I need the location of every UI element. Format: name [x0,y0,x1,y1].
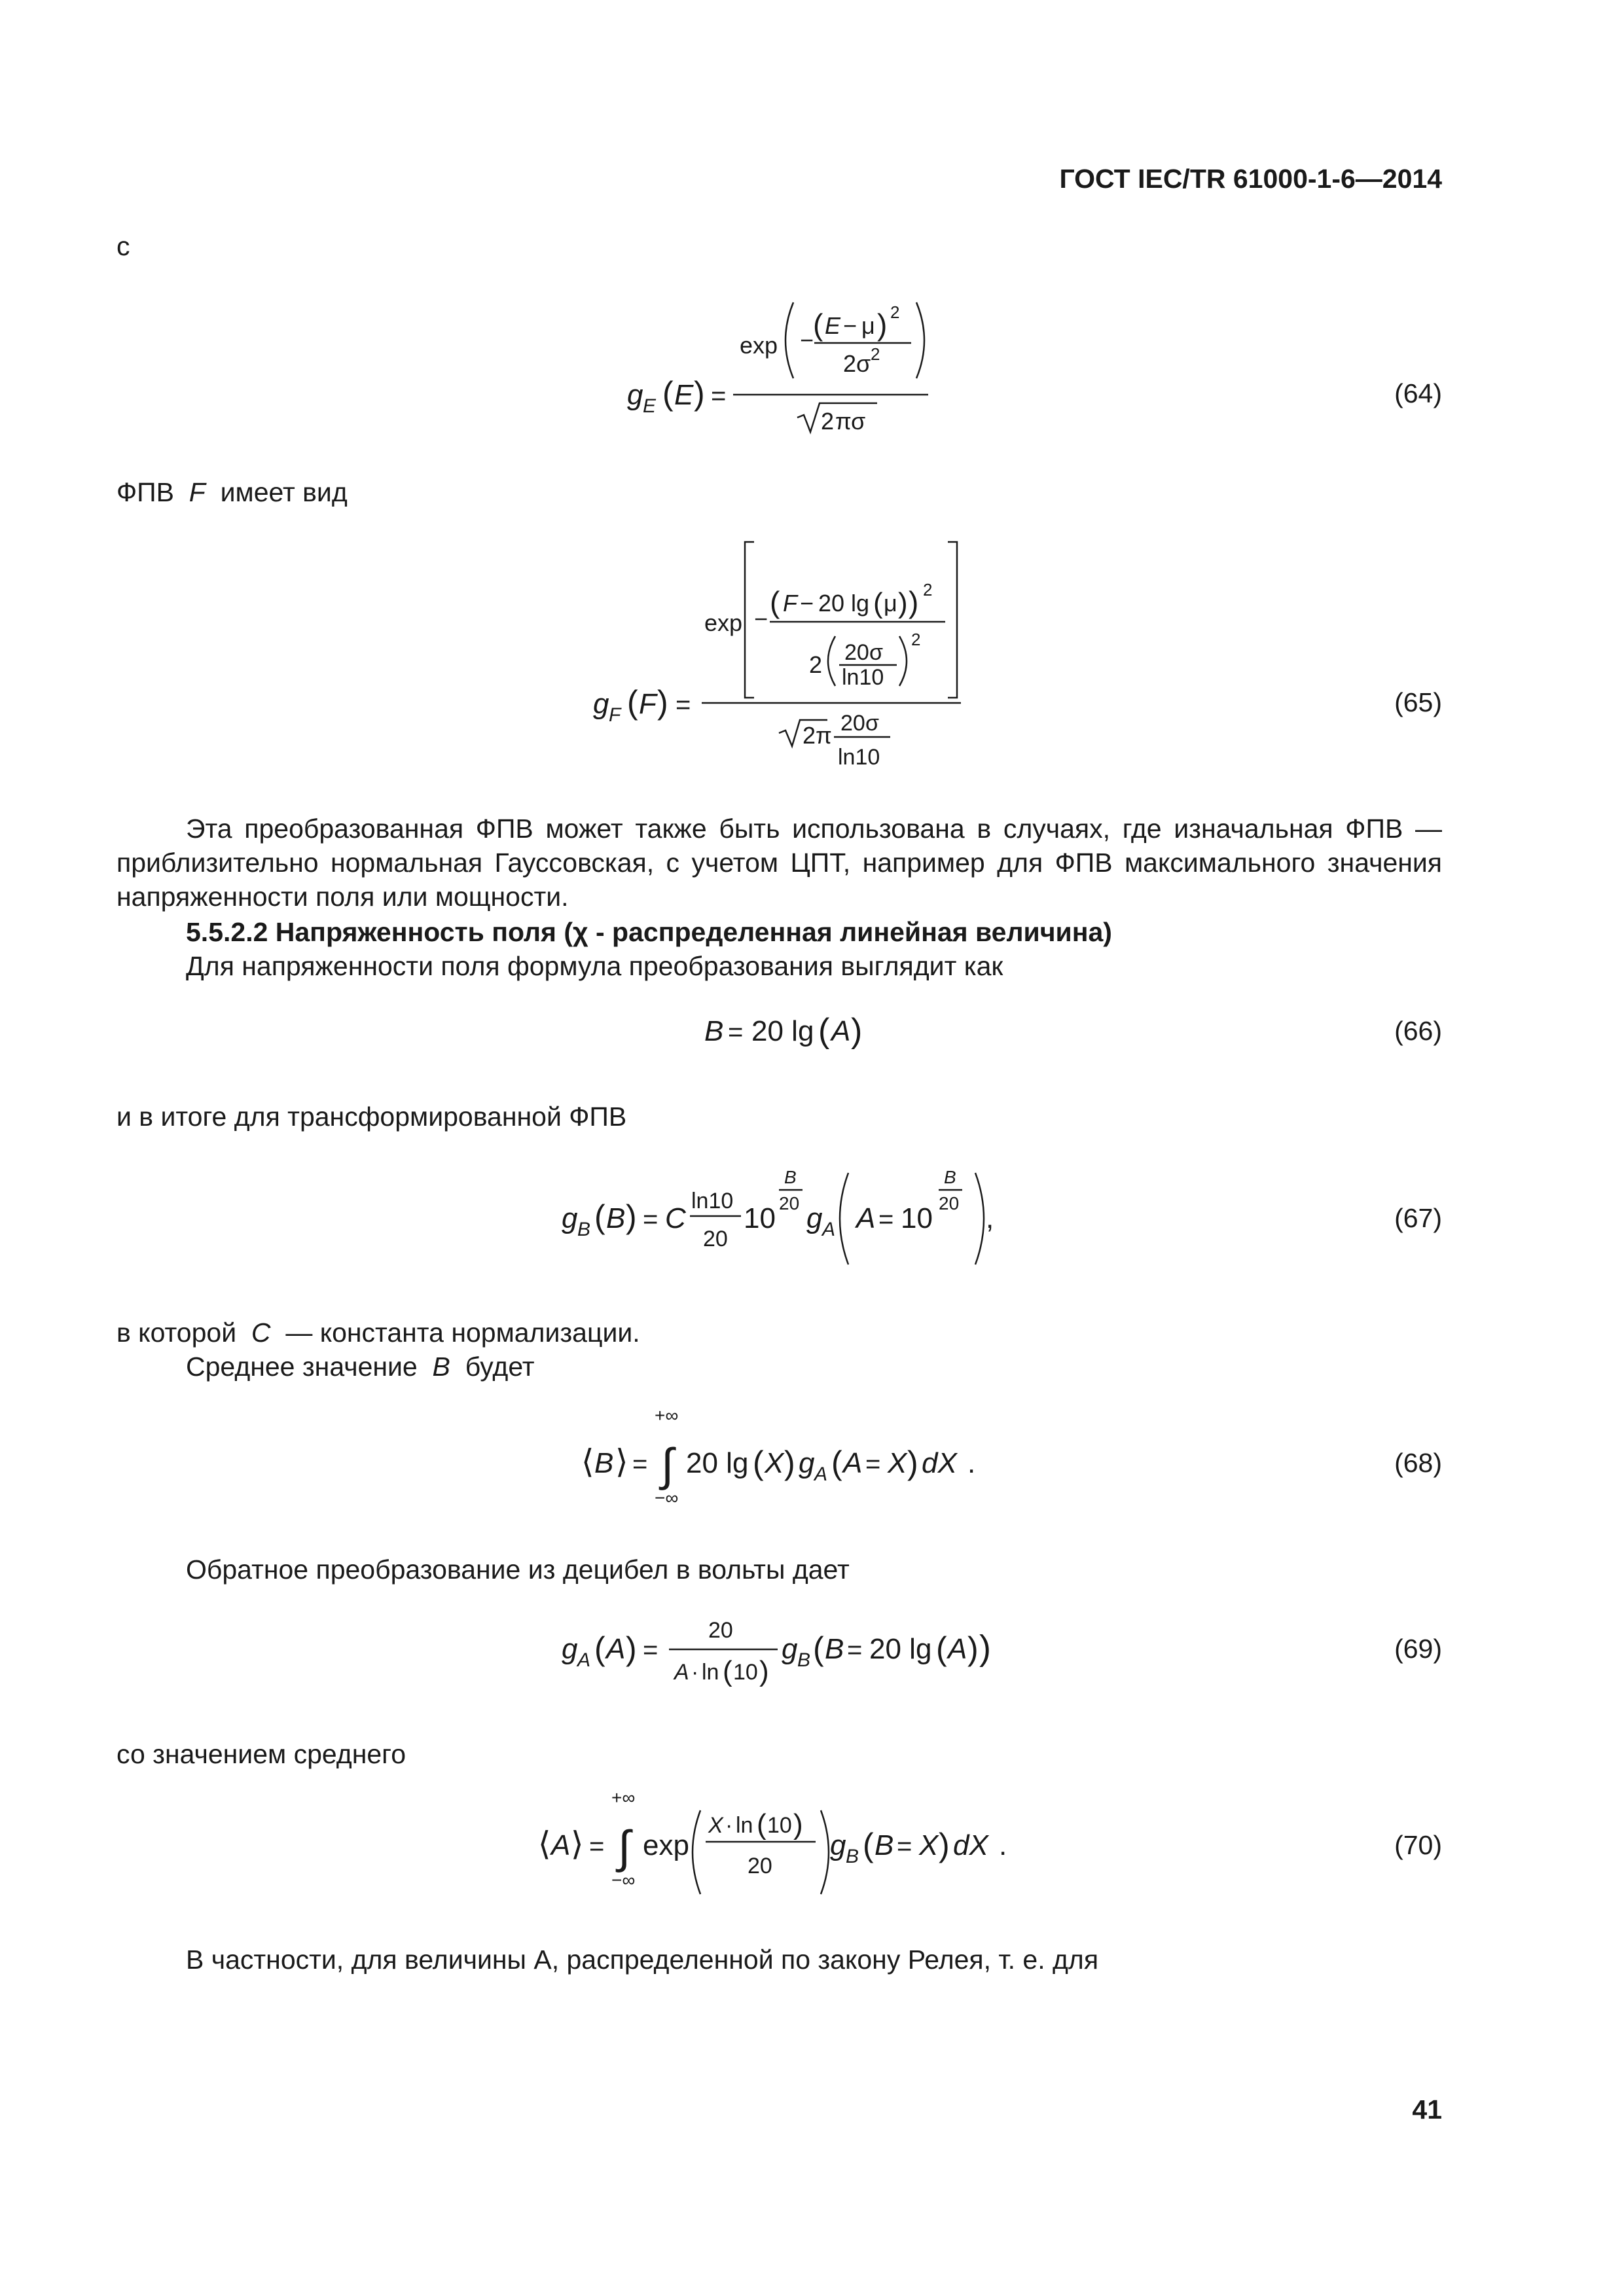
svg-text:(: ( [723,1655,732,1687]
svg-text:g: g [799,1447,815,1479]
svg-text:(: ( [936,1630,947,1667]
svg-text:(: ( [770,585,780,619]
svg-text:ln10: ln10 [691,1189,734,1213]
paragraph-2: Для напряженности поля формула преобразования выглядит как [186,951,1003,981]
svg-text:20: 20 [779,1193,800,1213]
svg-text:): ) [784,1444,795,1481]
paragraph-7: со значением среднего [117,1739,406,1769]
svg-text:=: = [643,1636,659,1664]
svg-text:F: F [639,688,657,720]
svg-text:): ) [851,1012,863,1050]
svg-text:10: 10 [733,1660,758,1685]
svg-text:B: B [784,1167,797,1187]
svg-text:2: 2 [911,630,921,649]
svg-text:=: = [632,1450,648,1479]
page-number: 41 [1412,2094,1442,2125]
svg-text:∫: ∫ [661,1439,674,1490]
svg-text:exp: exp [643,1829,689,1861]
svg-text:X: X [919,1829,939,1861]
equation-number-70: (70) [1394,1830,1442,1860]
svg-text:): ) [967,1630,979,1667]
equation-number-65: (65) [1394,687,1442,717]
svg-text:20: 20 [703,1227,728,1251]
svg-text:E: E [643,395,657,417]
svg-text:2: 2 [821,408,835,435]
svg-text:(: ( [873,587,883,619]
svg-text:A: A [606,1633,626,1665]
svg-text:): ) [657,684,668,721]
svg-text:2: 2 [843,350,857,377]
svg-text:−: − [843,312,857,339]
svg-text:=: = [865,1450,881,1479]
svg-text:): ) [877,308,888,342]
svg-text:g: g [627,379,643,411]
svg-text:20 lg: 20 lg [818,590,870,617]
svg-text:=: = [878,1205,894,1234]
svg-text:10: 10 [901,1202,933,1234]
svg-text:⟩: ⟩ [571,1825,584,1862]
svg-text:·: · [691,1660,699,1685]
svg-text:B: B [577,1219,591,1240]
svg-text:·: · [725,1813,733,1838]
svg-text:A: A [577,1649,591,1671]
svg-text:−: − [800,590,814,617]
svg-text:2: 2 [923,580,933,600]
svg-text:B: B [825,1633,844,1665]
svg-text:): ) [759,1655,769,1687]
svg-text:exp: exp [740,332,778,359]
svg-text:A: A [674,1660,689,1685]
svg-text:.: . [967,1447,976,1479]
svg-text:ln: ln [702,1660,719,1685]
text-with: с [117,231,130,261]
svg-text:ln10: ln10 [838,745,880,770]
paragraph-8: В частности, для величины А, распределенной по закону Релея, т. е. для [186,1945,1099,1975]
svg-text:B: B [944,1167,956,1187]
svg-text:g: g [830,1829,846,1861]
svg-text:F: F [609,704,621,726]
svg-text:10: 10 [767,1813,792,1838]
svg-text:(: ( [753,1444,764,1481]
equation-number-68: (68) [1394,1448,1442,1478]
svg-text:B: B [846,1846,859,1867]
svg-text:): ) [626,1630,637,1667]
svg-text:A: A [948,1633,967,1665]
svg-text:20 lg: 20 lg [751,1015,814,1047]
svg-text:μ: μ [861,312,875,339]
svg-text:A: A [843,1447,863,1479]
svg-text:+∞: +∞ [611,1787,636,1808]
svg-text:(: ( [813,1630,824,1667]
svg-text:C: C [665,1202,686,1234]
svg-text:⟩: ⟩ [615,1443,628,1480]
svg-text:20: 20 [748,1854,772,1878]
svg-text:): ) [626,1198,637,1235]
svg-text:ln10: ln10 [842,665,884,690]
svg-text:): ) [939,1827,950,1863]
svg-text:=: = [728,1018,744,1047]
equation-number-66: (66) [1394,1016,1442,1046]
standard-header: ГОСТ IEC/TR 61000-1-6—2014 [1059,164,1442,194]
svg-text:∫: ∫ [618,1821,631,1873]
paragraph-3: и в итоге для трансформированной ФПВ [117,1102,627,1132]
paragraph-4: в которой C — константа нормализации. [117,1318,640,1348]
equation-number-69: (69) [1394,1634,1442,1664]
svg-text:B: B [875,1829,894,1861]
svg-text:π: π [816,722,832,749]
svg-text:σ: σ [851,408,866,435]
svg-text:X: X [765,1447,784,1479]
svg-text:(: ( [662,375,674,412]
svg-text:g: g [593,688,609,720]
svg-text:F: F [783,590,797,617]
svg-text:E: E [825,312,841,339]
svg-text:,: , [986,1202,994,1234]
svg-text:−: − [754,605,768,632]
svg-text:g: g [562,1633,578,1665]
svg-text:=: = [589,1832,605,1861]
svg-text:μ: μ [884,590,897,617]
svg-text:(: ( [813,308,823,342]
svg-text:(: ( [594,1198,605,1235]
paragraph-1: Эта преобразованная ФПВ может также быть использована в случаях, где изначальная ФПВ — приблизительно нормальная Гауссовская, с учетом ЦПТ, например для ФПВ максимального значения напряженности поля или мощности. [117,814,1442,912]
section-heading: 5.5.2.2 Напряженность поля (χ - распределенная линейная величина) [186,917,1112,947]
svg-text:(: ( [831,1444,842,1481]
svg-text:): ) [898,587,908,619]
svg-text:⟨: ⟨ [538,1825,551,1862]
svg-text:A: A [551,1829,571,1861]
svg-text:exp: exp [704,609,743,636]
equation-70-body [538,1787,1007,1894]
svg-text:B: B [797,1649,811,1671]
svg-text:A: A [831,1015,851,1047]
svg-text:=: = [711,382,727,410]
svg-text:): ) [907,1444,918,1481]
svg-text:10: 10 [744,1202,776,1234]
paragraph-5: Среднее значение B будет [186,1352,535,1382]
svg-text:(: ( [757,1808,767,1840]
svg-text:B: B [594,1447,614,1479]
svg-text:(: ( [594,1630,605,1667]
paragraph-6: Обратное преобразование из децибел в вольты дает [186,1554,850,1585]
svg-text:): ) [909,585,919,619]
svg-text:−∞: −∞ [611,1870,636,1890]
svg-text:(: ( [863,1827,874,1863]
svg-text:E: E [674,379,694,411]
svg-text:20: 20 [708,1618,733,1643]
svg-text:σ: σ [865,711,879,736]
svg-text:.: . [999,1829,1007,1861]
svg-text:20 lg: 20 lg [686,1447,749,1479]
svg-text:π: π [835,408,852,435]
svg-text:ln: ln [736,1813,753,1838]
svg-text:⟨: ⟨ [581,1443,594,1480]
svg-text:(: ( [627,684,638,721]
svg-text:A: A [814,1463,828,1485]
svg-text:−∞: −∞ [655,1488,679,1508]
svg-text:2: 2 [809,651,823,678]
equation-number-64: (64) [1394,378,1442,408]
svg-text:20: 20 [840,711,865,736]
svg-text:X: X [708,1813,723,1838]
svg-text:20: 20 [844,640,869,665]
svg-text:dX: dX [953,1829,988,1861]
svg-text:σ: σ [869,640,883,665]
svg-text:2: 2 [890,302,900,322]
svg-text:20: 20 [939,1193,960,1213]
svg-text:σ: σ [856,350,871,377]
svg-text:20 lg: 20 lg [869,1633,932,1665]
svg-text:−: − [800,327,814,353]
svg-text:dX: dX [922,1447,957,1479]
svg-text:2: 2 [803,722,816,749]
text-fpv-f: ФПВ F имеет вид [117,477,348,507]
svg-text:B: B [704,1015,724,1047]
svg-text:=: = [676,691,691,719]
svg-text:=: = [897,1832,912,1861]
svg-text:+∞: +∞ [655,1405,679,1426]
svg-text:): ) [793,1808,803,1840]
svg-text:g: g [806,1202,823,1234]
svg-text:2: 2 [871,344,880,364]
svg-text:X: X [888,1447,907,1479]
svg-text:): ) [694,375,705,412]
svg-text:=: = [847,1636,863,1664]
svg-text:(: ( [818,1012,830,1050]
svg-text:B: B [606,1202,626,1234]
svg-text:=: = [643,1205,659,1234]
svg-text:A: A [856,1202,876,1234]
equation-number-67: (67) [1394,1203,1442,1233]
svg-text:g: g [562,1202,578,1234]
svg-text:g: g [782,1633,798,1665]
svg-text:A: A [822,1219,836,1240]
svg-text:): ) [979,1628,991,1668]
